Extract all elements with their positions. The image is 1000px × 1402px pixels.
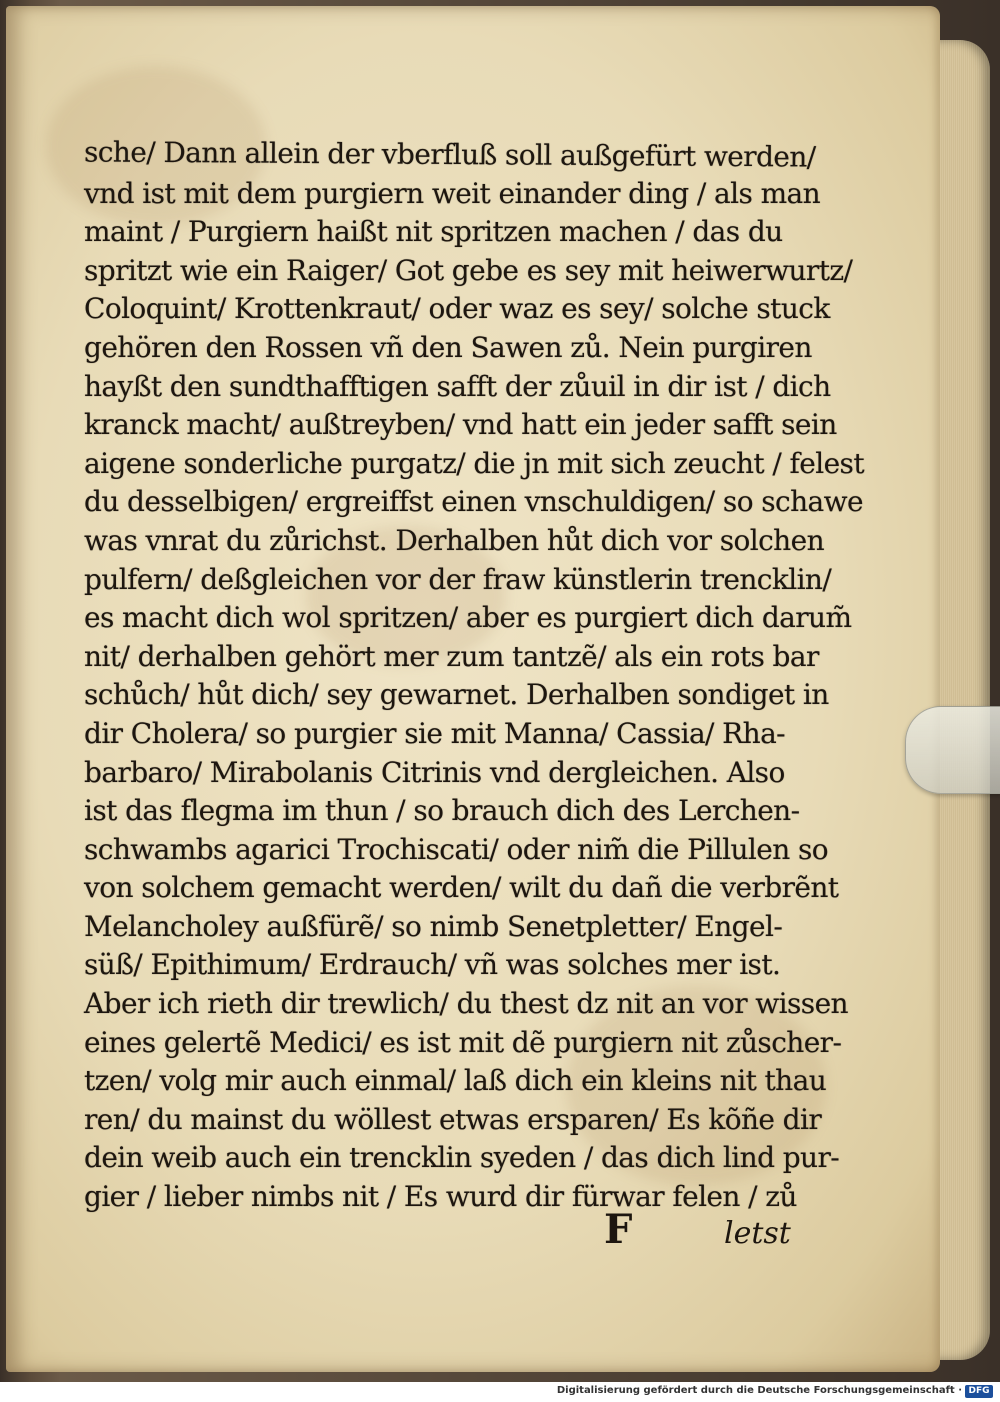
- text-line: dein weib auch ein trencklin syeden / das dich lind pur-: [84, 1141, 840, 1175]
- text-line: süß/ Epithimum/ Erdrauch/ vñ was solches mer ist.: [84, 948, 781, 982]
- text-line: hayßt den sundthafftigen safft der zůuil in dir ist / dich: [84, 369, 831, 403]
- catchword: letst: [724, 1216, 791, 1251]
- text-line: gehören den Rossen vñ den Sawen zů. Nein purgiren: [84, 330, 812, 364]
- text-line: gier / lieber nimbs nit / Es wurd dir fürwar felen / zů: [84, 1180, 797, 1214]
- signature-mark: F: [604, 1206, 633, 1253]
- page-clip: [905, 706, 1000, 794]
- dfg-logo[interactable]: DFG: [965, 1385, 993, 1398]
- text-line: spritzt wie ein Raiger/ Got gebe es sey mit heiwerwurtz/: [84, 253, 853, 287]
- text-line: von solchem gemacht werden/ wilt du dañ die verbrẽnt: [84, 871, 839, 905]
- text-line: aigene sonderliche purgatz/ die jn mit sich zeucht / felest: [84, 446, 864, 480]
- text-line: ist das flegma im thun / so brauch dich des Lerchen-: [84, 794, 800, 828]
- text-line: schůch/ hůt dich/ sey gewarnet. Derhalben sondiget in: [84, 678, 829, 712]
- text-line: was vnrat du zůrichst. Derhalben hůt dich vor solchen: [84, 523, 825, 557]
- text-line: Aber ich rieth dir trewlich/ du thest dz nit an vor wissen: [84, 987, 848, 1021]
- text-line: es macht dich wol spritzen/ aber es purgiert dich darum̃: [84, 601, 852, 635]
- text-line: vnd ist mit dem purgiern weit einander ding / als man: [84, 176, 821, 210]
- text-line: Melancholey außfürẽ/ so nimb Senetpletter/ Engel-: [84, 909, 783, 943]
- text-block: [83, 135, 864, 1217]
- text-line: du desselbigen/ ergreiffst einen vnschuldigen/ so schawe: [84, 485, 863, 519]
- text-line: sche/ Dann allein der vberfluß soll außgefürt werden/: [83, 135, 816, 174]
- text-line: nit/ derhalben gehört mer zum tantzẽ/ als ein rots bar: [84, 639, 819, 673]
- funding-credit: Digitalisierung gefördert durch die Deutsche Forschungsgemeinschaft ·: [556, 1385, 962, 1396]
- text-line: Coloquint/ Krottenkraut/ oder waz es sey/ solche stuck: [84, 292, 830, 326]
- text-line: kranck macht/ außtreyben/ vnd hatt ein jeder safft sein: [84, 408, 837, 442]
- text-line: eines gelertẽ Medici/ es ist mit dẽ purgiern nit zůscher-: [84, 1025, 842, 1059]
- text-line: pulfern/ deßgleichen vor der fraw künstlerin trencklin/: [84, 562, 832, 596]
- text-line: maint / Purgiern haißt nit spritzen machen / das du: [84, 215, 783, 249]
- text-line: tzen/ volg mir auch einmal/ laß dich ein kleins nit thau: [84, 1064, 827, 1098]
- text-line: schwambs agarici Trochiscati/ oder nim̃ die Pillulen so: [84, 832, 828, 866]
- text-line: ren/ du mainst du wöllest etwas ersparen/ Es kõñe dir: [84, 1102, 822, 1136]
- text-line: dir Cholera/ so purgier sie mit Manna/ Cassia/ Rha-: [84, 716, 786, 750]
- text-line: barbaro/ Mirabolanis Citrinis vnd dergleichen. Also: [84, 755, 785, 789]
- book-page: [6, 6, 940, 1372]
